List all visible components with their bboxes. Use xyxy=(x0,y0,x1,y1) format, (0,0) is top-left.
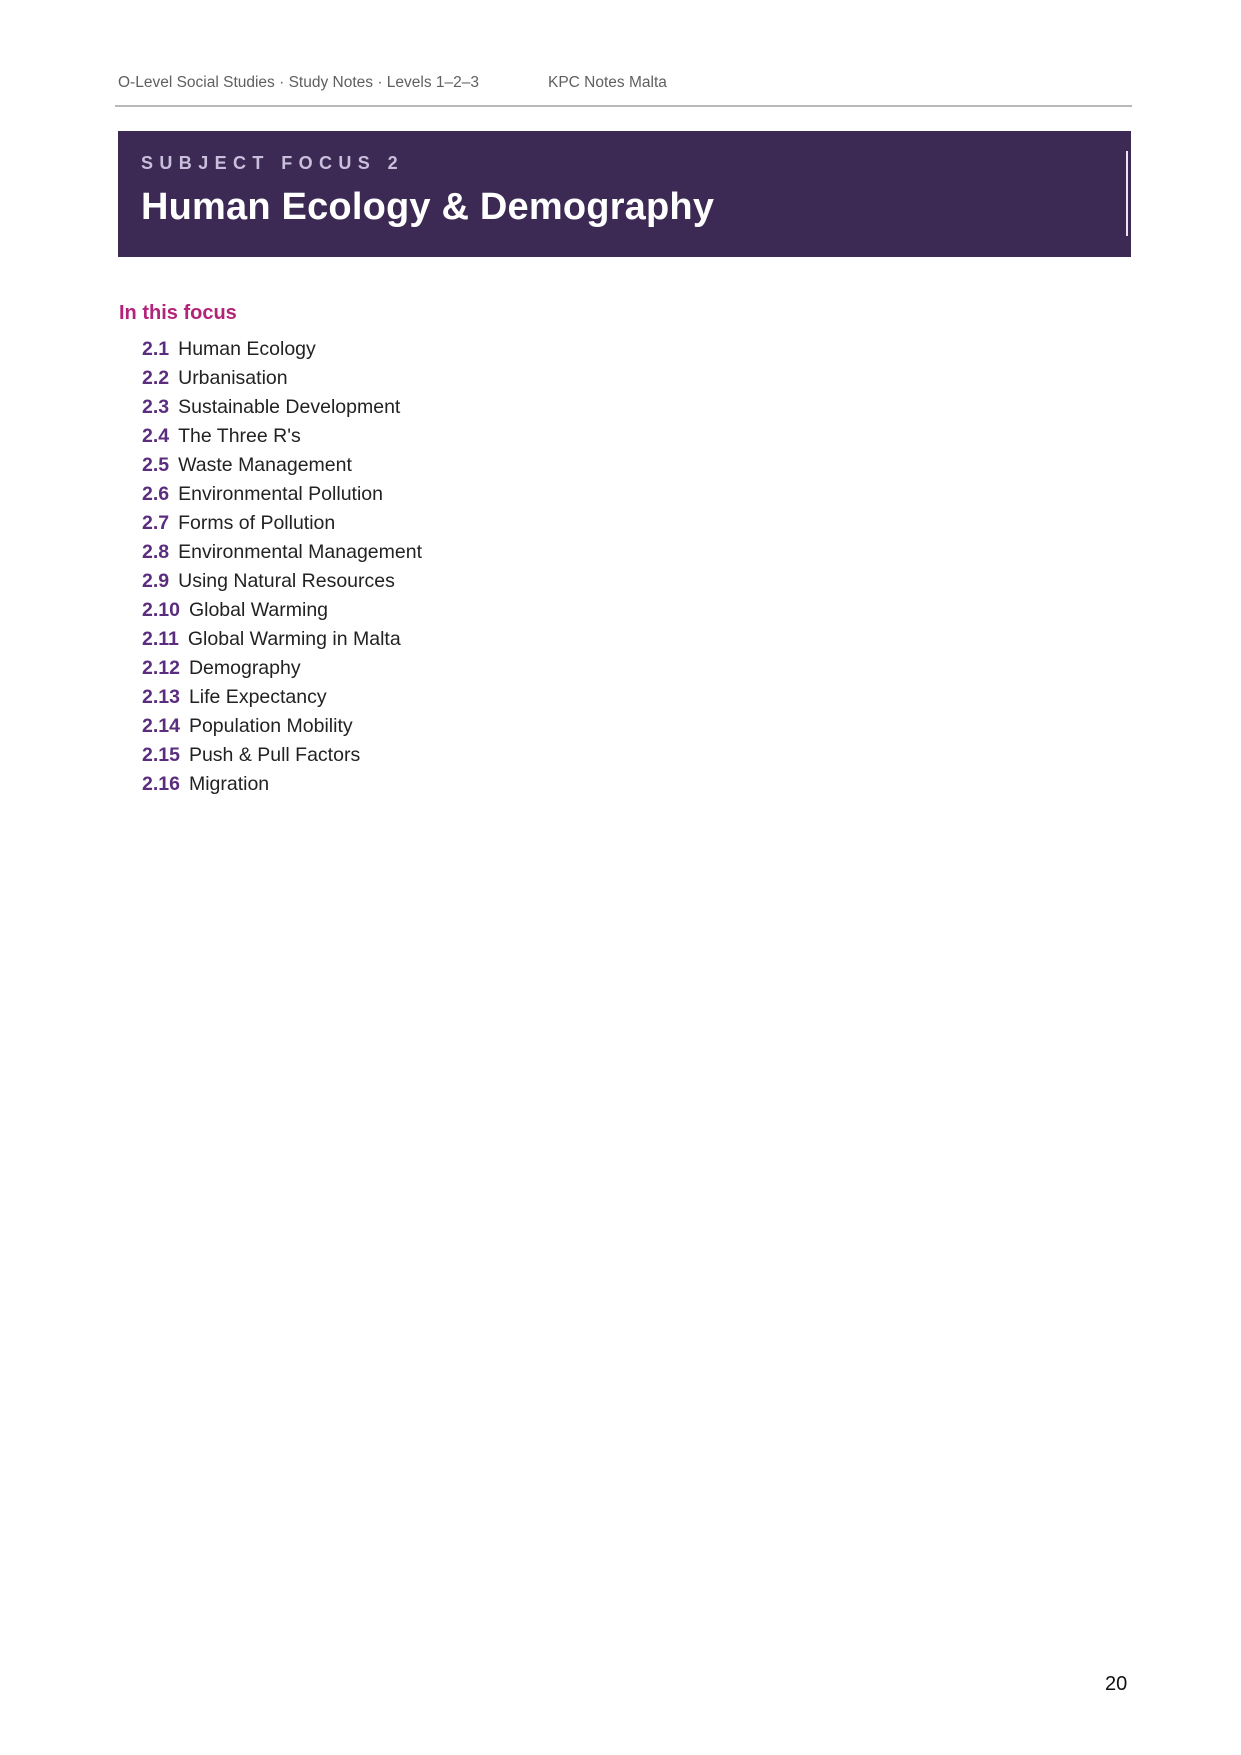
contents-item-label: Urbanisation xyxy=(178,367,288,389)
contents-item-number: 2.3 xyxy=(142,396,170,418)
header-divider xyxy=(115,105,1132,107)
contents-item-number: 2.6 xyxy=(142,483,170,505)
contents-item[interactable] xyxy=(142,655,422,684)
banner-edge-line xyxy=(1126,151,1128,236)
contents-item-label: Forms of Pollution xyxy=(178,512,336,534)
contents-item-label: Global Warming xyxy=(188,599,329,621)
contents-item-number: 2.5 xyxy=(142,454,170,476)
contents-heading: In this focus xyxy=(119,302,237,324)
contents-item-label: Demography xyxy=(188,657,301,679)
contents-item-number: 2.8 xyxy=(142,541,170,563)
contents-item-label: Human Ecology xyxy=(178,338,316,360)
contents-item-number: 2.14 xyxy=(142,715,180,737)
contents-item-label: Migration xyxy=(188,773,270,795)
contents-list xyxy=(142,336,422,800)
document-title: O-Level Social Studies · Study Notes · Levels 1–2–3 xyxy=(118,74,479,91)
contents-item[interactable] xyxy=(142,568,422,597)
contents-item[interactable] xyxy=(142,452,422,481)
contents-item[interactable] xyxy=(142,742,422,771)
contents-item[interactable] xyxy=(142,713,422,742)
contents-item[interactable] xyxy=(142,684,422,713)
page-number: 20 xyxy=(1105,1673,1128,1695)
contents-item[interactable] xyxy=(142,771,422,800)
contents-item-label: Waste Management xyxy=(178,454,352,476)
contents-item[interactable] xyxy=(142,394,422,423)
contents-item[interactable] xyxy=(142,510,422,539)
contents-item-label: Global Warming in Malta xyxy=(187,628,401,650)
contents-item-label: Using Natural Resources xyxy=(178,570,395,592)
subject-focus-label: SUBJECT FOCUS 2 xyxy=(141,153,405,173)
contents-item-label: The Three R's xyxy=(178,425,301,447)
contents-item-number: 2.16 xyxy=(142,773,180,795)
contents-item-label: Population Mobility xyxy=(188,715,353,737)
contents-item-number: 2.2 xyxy=(142,367,170,389)
contents-item-label: Environmental Pollution xyxy=(178,483,383,505)
contents-item-number: 2.1 xyxy=(142,338,170,360)
contents-item[interactable] xyxy=(142,423,422,452)
contents-item-label: Environmental Management xyxy=(178,541,422,563)
contents-item-number: 2.11 xyxy=(142,628,179,650)
contents-item[interactable] xyxy=(142,597,422,626)
contents-item-number: 2.4 xyxy=(142,425,170,447)
publisher-name: KPC Notes Malta xyxy=(548,74,667,91)
contents-item[interactable] xyxy=(142,336,422,365)
contents-item-label: Life Expectancy xyxy=(188,686,327,708)
contents-item-number: 2.10 xyxy=(142,599,180,621)
contents-item-number: 2.15 xyxy=(142,744,180,766)
contents-item[interactable] xyxy=(142,626,422,655)
contents-item-number: 2.7 xyxy=(142,512,170,534)
page-title: Human Ecology & Demography xyxy=(141,186,715,228)
contents-item-label: Sustainable Development xyxy=(178,396,401,418)
contents-item[interactable] xyxy=(142,365,422,394)
subject-focus-banner xyxy=(118,131,1131,257)
contents-item[interactable] xyxy=(142,481,422,510)
contents-item-number: 2.13 xyxy=(142,686,180,708)
contents-item[interactable] xyxy=(142,539,422,568)
contents-item-number: 2.9 xyxy=(142,570,170,592)
contents-item-label: Push & Pull Factors xyxy=(188,744,361,766)
contents-item-number: 2.12 xyxy=(142,657,180,679)
